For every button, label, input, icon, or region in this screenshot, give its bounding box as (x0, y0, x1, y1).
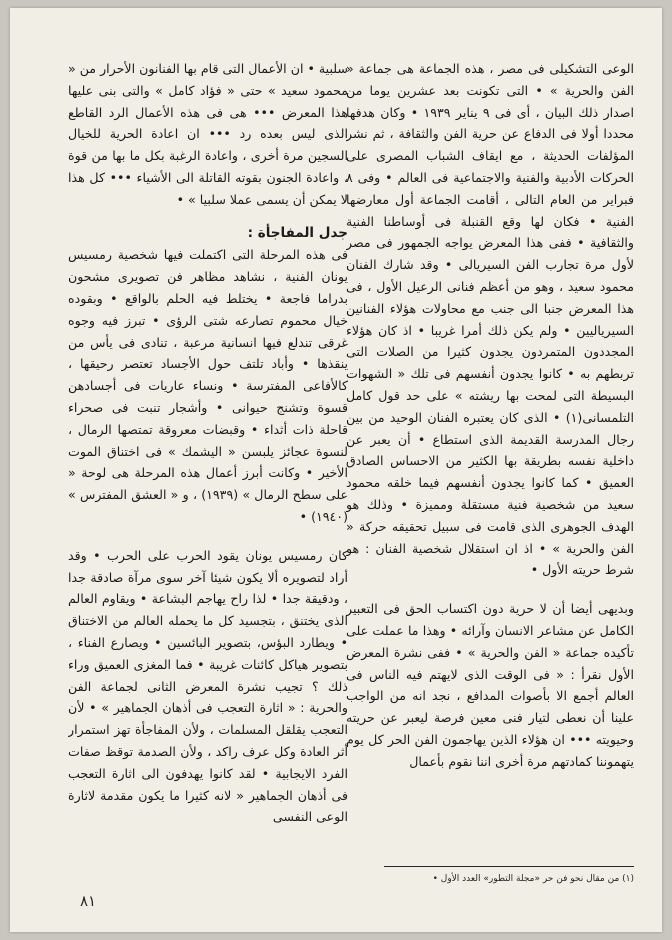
body-paragraph: كان رمسيس يونان يقود الحرب على الحرب • وقد أراد لتصويره ألا يكون شيئا آخر سوى مرآة صادقة جدا ، ودقيقة جدا • لذا راح يهاجم البشاعة • ويقاوم العالم الذى يختنق ، بتجسيد كل ما يحمله العالم من الاختناق • ويطارد البؤس، بتصوير البائسين • ويصارع الفناء ، بتصوير هياكل كائنات غريبة • فما المغزى العميق وراء ذلك ؟ تجيب نشرة المعرض الثانى لجماعة الفن والحرية : « اثارة التعجب فى أذهان الجماهير » • لأن التعجب يقلقل المسلمات ، ولأن المفاجأة تهز استمرار أثر العادة وكل عرف راكد ، ولأن الصدمة توقظ صفات الفرد الايجابية • لقد كانوا يهدفون الى اثارة التعجب فى أذهان الجماهير « لانه كثيرا ما يكون مقدمة لاثارة الوعى النفسى (68, 547, 348, 825)
right-column (346, 58, 634, 838)
section-heading: جدل المفاجأة : (247, 224, 348, 241)
book-page (10, 8, 662, 932)
body-paragraph: سلبية • ان الأعمال التى قام بها الفنانون الأحرار من « محمود سعيد » حتى « فؤاد كامل » والتى بنى عليها هذا المعرض ••• هى فى هذه الأعمال الرد القاطع الذى ليس بعده رد ••• ان اعادة الحرية للخيال السجين مرة أخرى ، واعادة الرغبة بكل ما بها من قوة ، واعادة الجنون بقوته القاتلة الى الأشياء ••• كل هذا لا يمكن أن يسمى عملا سلبيا » • (68, 61, 348, 207)
page-number: ٨١ (80, 892, 97, 910)
footnote: (١) من مقال نحو فن حر «مجلة التطور» العدد الأول • (432, 874, 634, 884)
body-paragraph: الوعى التشكيلى فى مصر ، هذه الجماعة هى جماعة « الفن والحرية » • التى تكونت بعد عشرين يوما من اصدار ذلك البيان ، أى فى ٩ يناير ١٩٣٩ • وكان هدفها محددا أولا فى الدفاع عن حرية الفن والثقافة ، ثم نشر المؤلفات الحديثة ، مع ايقاف الشباب المصرى على الحركات الأدبية والفنية والاجتماعية فى العالم • وفى ٨ فبراير من العام التالى ، أقامت الجماعة أول معارضها الفنية • فكان لها وقع القنبلة فى أوساطنا الفنية والثقافية • ففى هذا المعرض يواجه الجمهور فى مصر لأول مرة تجارب الفن السيريالى • وقد شارك الفنان محمود سعيد ، وهو من أعظم فنانى الرعيل الأول ، فى هذا المعرض جنبا الى جنب مع محاولات هؤلاء الفنانين السيرياليين • ولم يكن ذلك أمرا غريبا • اذ كان هؤلاء المجددون المتمردون يجدون كثيرا من الصلات التى تربطهم به • كانوا يجدون أنفسهم فى تلك « الشهوات البسيطة التى لمحت بها ريشته » على حد قول كامل التلمسانى(١) • الذى كان يعتبره الفنان الوحيد من بين رجال المدرسة القديمة الذى استطاع • أن يعبر عن داخلية نفسه بطريقة بها الكثير من الاحساس الصادق العميق • كما كانوا يجدون أنفسهم فيما خلقه محمود سعيد من شخصية فنية مستقلة ومميزة • وذلك هو الهدف الجوهرى الذى قامت فى سبيل تحقيقه حركة « الفن والحرية » • اذ ان استقلال شخصية الفنان : هو شرط حريته الأول • (346, 61, 634, 578)
footnote-divider (384, 866, 634, 867)
body-paragraph: وبديهى أيضا أن لا حرية دون اكتساب الحق فى التعبير الكامل عن مشاعر الانسان وآرائه • وهذا ما عملت على تأكيده جماعة « الفن والحرية » • ففى نشرة المعرض الأول نقرأ : « فى الوقت الذى لايهتم فيه الناس فى العالم أجمع الا بأصوات المدافع ، نجد انه من الواجب علينا أن نعطى لتيار فنى معين فرصة ليعبر عن حريته وحيويته ••• ان هؤلاء الذين يهاجمون الفن الحر كل يوم يتهموننا كمادتهم مرة أخرى اننا نقوم بأعمال (346, 601, 634, 769)
body-paragraph: فى هذه المرحلة التى اكتملت فيها شخصية رمسيس يونان الفنية ، نشاهد مظاهر فن تصويرى مشحون بدراما فاجعة • يختلط فيه الحلم بالواقع • وبقوده خيال محموم تصارعه شتى الرؤى • تبرز فيه وجوه غرقى تندلع فيها انسانية مرعبة ، تنادى فى يأس من ينقذها • وأباد تلتف حول الأجساد تعتصر رحيقها ، كالأفاعى المفترسة • ونساء عاريات فى أجسادهن قسوة وتشنج حيوانى • وأشجار تنبت فى صحراء قاحلة ذات أثداء • وقبضات معروقة تمتصها الرمال ، لنسوة عجائز يلبسن « اليشمك » فى اختناق الموت الأخير • وكانت أبرز أعمال هذه المرحلة هى لوحة « على سطح الرمال » (١٩٣٩) ، و « العشق المفترس » (١٩٤٠) • (68, 247, 348, 524)
left-column (68, 58, 348, 848)
